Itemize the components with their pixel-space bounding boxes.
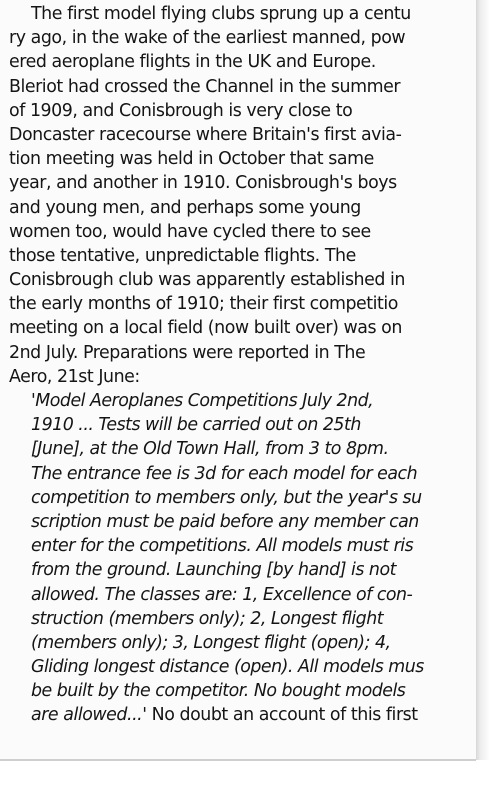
- quote-line-4: The entrance fee is 3d for each model for each: [31, 463, 418, 484]
- text-line-14: meeting on a local field (now built over) was on: [9, 318, 402, 339]
- text-line-8: year, and another in 1910. Conisbrough's boys: [9, 173, 397, 194]
- quote-line-6: scription must be paid before any member can: [31, 511, 419, 532]
- page-edge-shadow: [476, 0, 503, 760]
- text-line-final: [0, 703, 476, 727]
- text-line-3: ered aeroplane flights in the UK and Europe.: [9, 52, 376, 73]
- quote-line-9: allowed. The classes are: 1, Excellence of con-: [31, 584, 413, 605]
- text-line-5: of 1909, and Conisbrough is very close to: [9, 100, 353, 121]
- quote-line-13: be built by the competitor. No bought models: [31, 681, 406, 702]
- quote-line-11: (members only); 3, Longest flight (open); 4,: [31, 632, 391, 653]
- text-line-10: women too, would have cycled there to see: [9, 221, 371, 242]
- quote-line-2: 1910 ... Tests will be carried out on 25th: [31, 415, 361, 436]
- article-text: [0, 2, 476, 728]
- quote-line-end: are allowed...': [31, 705, 147, 726]
- text-line-15: 2nd July. Preparations were reported in The: [9, 342, 366, 363]
- quote-line-1: 'Model Aeroplanes Competitions July 2nd,: [31, 391, 374, 411]
- quote-line-3: [June], at the Old Town Hall, from 3 to 8pm.: [31, 439, 389, 460]
- text-line-12: Conisbrough club was apparently established in: [9, 270, 405, 291]
- quote-line-5: competition to members only, but the year's su: [31, 487, 422, 508]
- text-line-continuation: No doubt an account of this first: [146, 705, 418, 726]
- text-line-9: and young men, and perhaps some young: [9, 197, 361, 218]
- text-line-1: The first model flying clubs sprung up a centu: [31, 4, 411, 24]
- quote-line-12: Gliding longest distance (open). All models mus: [31, 657, 424, 678]
- page-bottom-edge: [0, 759, 476, 761]
- text-line-11: those tentative, unpredictable flights. The: [9, 245, 356, 266]
- text-line-6: Doncaster racecourse where Britain's first avia-: [9, 124, 402, 145]
- text-line-16: Aero, 21st June:: [9, 366, 140, 387]
- text-line-2: ry ago, in the wake of the earliest manned, pow: [9, 28, 406, 49]
- text-line-7: tion meeting was held in October that same: [9, 149, 374, 170]
- text-line-13: the early months of 1910; their first competitio: [9, 294, 398, 315]
- quote-line-7: enter for the competitions. All models must ris: [31, 536, 414, 557]
- quote-line-8: from the ground. Launching [by hand] is not: [31, 560, 396, 581]
- text-line-4: Bleriot had crossed the Channel in the summer: [9, 76, 401, 97]
- quote-line-10: struction (members only); 2, Longest flight: [31, 608, 384, 629]
